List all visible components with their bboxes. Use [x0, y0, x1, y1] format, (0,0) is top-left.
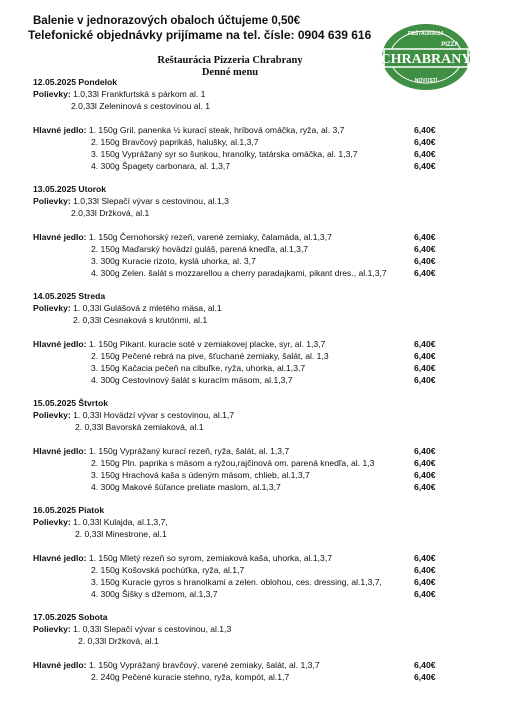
- soup-item: 1.0,33l Frankfurtská s párkom al. 1: [73, 89, 206, 99]
- main-dish-item: 1. 150g Pikant. kuracie soté v zemiakovej placke, syr, al. 1,3,7: [88, 339, 326, 349]
- soup-item: 1. 0,33l Slepačí vývar s cestovinou, al.1,3: [73, 624, 232, 634]
- main-dish-label: Hlavné jedlo:: [33, 232, 87, 242]
- main-dish-line: [33, 457, 453, 469]
- main-dish-line: [33, 552, 453, 564]
- day-section: [33, 76, 453, 172]
- soup-line: [33, 516, 453, 528]
- day-section: [33, 397, 453, 493]
- soup-item: 1. 0,33l Hovädzí vývar s cestovinou, al.1,7: [73, 410, 235, 420]
- main-dish-item: 2. 240g Pečené kuracie stehno, ryža, kompót, al.1,7: [91, 672, 290, 682]
- soup-line: [33, 207, 453, 219]
- soup-label: Polievky:: [33, 89, 71, 99]
- day-date: 12.05.2025 Pondelok: [33, 77, 118, 87]
- dish-price: 6,40€: [414, 375, 436, 385]
- soup-label: Polievky:: [33, 624, 71, 634]
- soup-line: [33, 409, 453, 421]
- soup-item: 2.0,33l Zeleninová s cestovinou al. 1: [71, 101, 211, 111]
- day-date: 15.05.2025 Štvrtok: [33, 398, 109, 408]
- dish-price: 6,40€: [414, 268, 436, 278]
- soup-line: [33, 302, 453, 314]
- main-dish-item: 2. 150g Košovská pochúťka, ryža, al.1,7: [91, 565, 245, 575]
- dish-price: 6,40€: [414, 351, 436, 361]
- day-date: 17.05.2025 Sobota: [33, 612, 108, 622]
- soup-item: 1.0,33l Slepačí vývar s cestovinou, al.1,3: [73, 196, 229, 206]
- dish-price: 6,40€: [414, 125, 436, 135]
- day-section: [33, 504, 453, 600]
- main-dish-item: 1. 150g Černohorský rezeň, varené zemiaky, čalamáda, al.1,3,7: [88, 232, 332, 242]
- main-dish-line: [33, 124, 453, 136]
- main-dish-item: 3. 150g Kačacia pečeň na cibuľke, ryža, uhorka, al.1,3,7: [91, 363, 306, 373]
- main-dish-item: 2. 150g Pečené rebrá na pive, šťuchané zemiaky, šalát, al. 1,3: [91, 351, 329, 361]
- main-dish-label: Hlavné jedlo:: [33, 125, 87, 135]
- soup-label: Polievky:: [33, 196, 71, 206]
- dish-price: 6,40€: [414, 244, 436, 254]
- main-dish-item: 4. 300g Šišky s džemom, al.1,3,7: [91, 589, 218, 599]
- main-dish-item: 3. 150g Hrachová kaša s údeným mäsom, chlieb, al.1,3,7: [91, 470, 310, 480]
- soup-item: 2.0,33l Držková, al.1: [71, 208, 150, 218]
- main-dish-label: Hlavné jedlo:: [33, 660, 87, 670]
- main-dish-line: [33, 267, 453, 279]
- main-dish-line: [33, 160, 453, 172]
- main-dish-line: [33, 148, 453, 160]
- soup-line: [33, 100, 453, 112]
- soup-label: Polievky:: [33, 410, 71, 420]
- soup-line: [33, 528, 453, 540]
- main-dish-item: 4. 300g Cestovinový šalát s kuracím mäsom, al.1,3,7: [91, 375, 293, 385]
- soup-item: 2. 0,33l Bavorská zemiaková, al.1: [75, 422, 204, 432]
- soup-line: [33, 421, 453, 433]
- main-dish-item: 2. 150g Pln. paprika s mäsom a ryžou,rajčinová om. parená knedľa, al. 1,3: [91, 458, 375, 468]
- main-dish-item: 4. 300g Makové šúľance preliate maslom, al.1,3,7: [91, 482, 281, 492]
- main-dish-label: Hlavné jedlo:: [33, 446, 87, 456]
- dish-price: 6,40€: [414, 256, 436, 266]
- dish-price: 6,40€: [414, 458, 436, 468]
- day-date: 13.05.2025 Utorok: [33, 184, 107, 194]
- dish-price: 6,40€: [414, 482, 436, 492]
- dish-price: 6,40€: [414, 137, 436, 147]
- dish-price: 6,40€: [414, 672, 436, 682]
- main-dish-line: [33, 445, 453, 457]
- dish-price: 6,40€: [414, 161, 436, 171]
- main-dish-item: 1. 150g Mletý rezeň so syrom, zemiaková kaša, uhorka, al.1,3,7: [88, 553, 333, 563]
- soup-item: 2. 0,33l Držková, al.1: [78, 636, 159, 646]
- main-dish-item: 1. 150g Vyprážaný bravčový, varené zemiaky, šalát, al. 1,3,7: [88, 660, 320, 670]
- main-dish-line: [33, 659, 453, 671]
- restaurant-name: Reštaurácia Pizzeria Chrabrany: [157, 55, 303, 66]
- main-dish-line: [33, 350, 453, 362]
- soup-item: 2. 0,33l Minestrone, al.1: [75, 529, 167, 539]
- dish-price: 6,40€: [414, 470, 436, 480]
- soup-item: 2. 0,33l Cesnaková s krutónmi, al.1: [73, 315, 208, 325]
- main-dish-label: Hlavné jedlo:: [33, 339, 87, 349]
- day-section: [33, 290, 453, 386]
- dish-price: 6,40€: [414, 660, 436, 670]
- main-dish-item: 3. 150g Vyprážaný syr so šunkou, hranolky, tatárska omáčka, al. 1,3,7: [91, 149, 358, 159]
- soup-label: Polievky:: [33, 303, 71, 313]
- main-dish-line: [33, 243, 453, 255]
- main-dish-item: 2. 150g Maďarský hovädzí guláš, parená knedľa, al.1,3,7: [91, 244, 309, 254]
- menu-title: Denné menu: [201, 67, 259, 78]
- main-dish-item: 4. 300g Špagety carbonara, al. 1,3,7: [91, 161, 231, 171]
- soup-label: Polievky:: [33, 517, 71, 527]
- logo-pizza-text: PIZZA: [441, 42, 459, 48]
- day-date: 16.05.2025 Piatok: [33, 505, 105, 515]
- main-dish-item: 1. 150g Vyprážaný kurací rezeň, ryža, šalát, al. 1,3,7: [88, 446, 290, 456]
- packaging-fee-notice: Balenie v jednorazových obaloch účtujeme 0,50€: [33, 15, 301, 27]
- phone-order-notice: Telefonické objednávky prijímame na tel. čísle: 0904 639 616: [28, 28, 372, 42]
- dish-price: 6,40€: [414, 363, 436, 373]
- day-section: [33, 183, 453, 279]
- logo-bottom-text: NOVOSTÍ: [414, 78, 438, 84]
- main-dish-label: Hlavné jedlo:: [33, 553, 87, 563]
- main-dish-item: 4. 300g Zelen. šalát s mozzarellou a cherry paradajkami, pikant dres., al.1,3,7: [91, 268, 387, 278]
- logo-top-text: REŠTAURÁCIA: [407, 31, 445, 37]
- dish-price: 6,40€: [414, 589, 436, 599]
- soup-item: 1. 0,33l Kulajda, al.1,3,7,: [73, 517, 168, 527]
- main-dish-item: 3. 300g Kuracie rizoto, kyslá uhorka, al. 3,7: [91, 256, 256, 266]
- dish-price: 6,40€: [414, 149, 436, 159]
- dish-price: 6,40€: [414, 232, 436, 242]
- main-dish-line: [33, 255, 453, 267]
- dish-price: 6,40€: [414, 446, 436, 456]
- soup-line: [33, 195, 453, 207]
- soup-line: [33, 314, 453, 326]
- main-dish-item: 3. 150g Kuracie gyros s hranolkami a zelen. oblohou, ces. dressing, al.1,3,7,: [91, 577, 382, 587]
- main-dish-line: [33, 564, 453, 576]
- dish-price: 6,40€: [414, 565, 436, 575]
- soup-line: [33, 623, 453, 635]
- main-dish-line: [33, 576, 453, 588]
- main-dish-line: [33, 362, 453, 374]
- dish-price: 6,40€: [414, 577, 436, 587]
- soup-item: 1. 0,33l Gulášová z mletého mäsa, al.1: [73, 303, 222, 313]
- main-dish-line: [33, 136, 453, 148]
- main-dish-line: [33, 481, 453, 493]
- logo-name-text: CHRABRANY: [380, 52, 472, 67]
- dish-price: 6,40€: [414, 553, 436, 563]
- day-section: [33, 611, 453, 683]
- main-dish-item: 1. 150g Gril. panenka ½ kurací steak, hríbová omáčka, ryža, al. 3,7: [88, 125, 345, 135]
- main-dish-line: [33, 374, 453, 386]
- main-dish-line: [33, 671, 453, 683]
- soup-line: [33, 635, 453, 647]
- main-dish-line: [33, 469, 453, 481]
- main-dish-line: [33, 231, 453, 243]
- main-dish-line: [33, 588, 453, 600]
- day-date: 14.05.2025 Streda: [33, 291, 106, 301]
- main-dish-item: 2. 150g Bravčový paprikáš, halušky, al.1,3,7: [91, 137, 259, 147]
- dish-price: 6,40€: [414, 339, 436, 349]
- soup-line: [33, 88, 453, 100]
- main-dish-line: [33, 338, 453, 350]
